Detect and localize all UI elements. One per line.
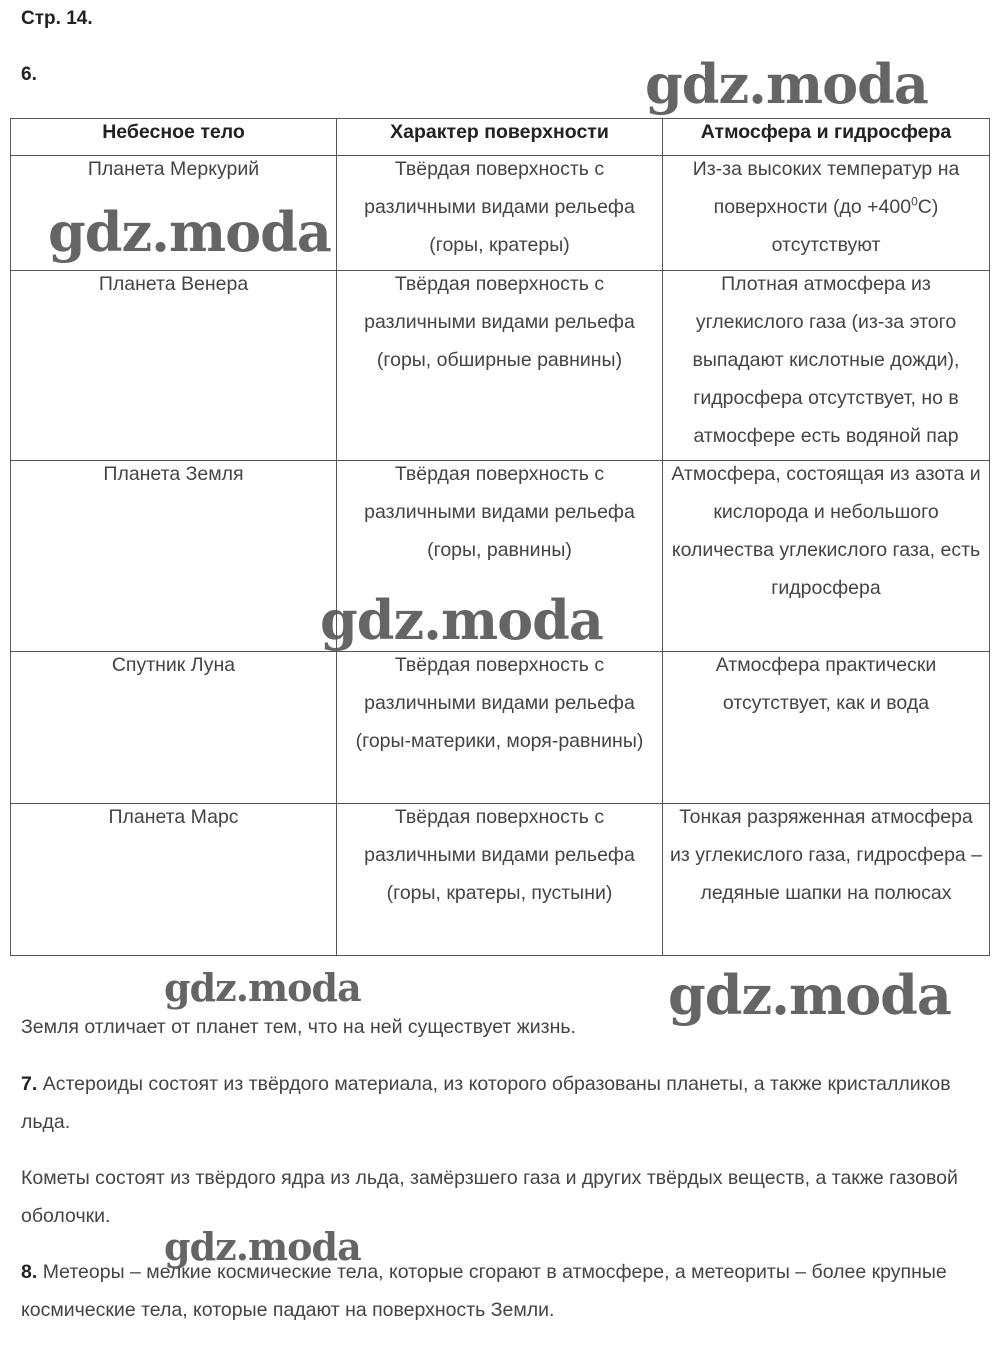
watermark-logo: gdz.moda: [164, 965, 361, 1010]
page-label: Стр. 14.: [21, 8, 93, 29]
table-cell-body: [11, 652, 337, 804]
earth-note-paragraph: Земля отличает от планет тем, что на ней существует жизнь.: [21, 1016, 576, 1038]
cell-text: Твёрдая поверхность с различными видами рельефа (горы, кратеры): [364, 158, 635, 256]
watermark-logo: gdz.moda: [320, 588, 603, 652]
table-cell-atmosphere: [663, 804, 990, 956]
table-cell-atmosphere: [663, 461, 990, 652]
table-cell-atmosphere: [663, 271, 990, 461]
cell-text: Атмосфера практически отсутствует, как и вода: [715, 654, 937, 714]
table-cell-surface: [337, 156, 663, 271]
watermark-logo: gdz.moda: [645, 52, 928, 116]
watermark-logo: gdz.moda: [164, 1224, 361, 1269]
table-cell-atmosphere: [663, 652, 990, 804]
degree-superscript: 0: [911, 194, 918, 209]
cell-text: Планета Венера: [98, 273, 249, 295]
table-cell-surface: [337, 461, 663, 652]
atmosphere-text-part: Из-за высоких температур на поверхности (до +400: [692, 158, 960, 218]
cell-text: [669, 150, 983, 264]
watermark-logo: gdz.moda: [668, 963, 951, 1027]
table-row: [11, 804, 990, 956]
table-cell-surface: [337, 804, 663, 956]
task-6-number: 6.: [21, 64, 37, 85]
cell-text: Плотная атмосфера из углекислого газа (из-за этого выпадают кислотные дожди), гидросфера отсутствует, но в атмосфере есть водяной пар: [692, 273, 960, 447]
cell-text: Атмосфера, состоящая из азота и кислорода и небольшого количества углекислого газа, есть гидросфера: [671, 463, 981, 599]
cell-text: Планета Меркурий: [87, 158, 260, 180]
table-cell-body: [11, 156, 337, 271]
table-row: [11, 156, 990, 271]
cell-text: Твёрдая поверхность с различными видами рельефа (горы-материки, моря-равнины): [355, 654, 644, 752]
task-7-text: Астероиды состоят из твёрдого материала, из которого образованы планеты, а также кристалликов льда.: [21, 1073, 951, 1133]
cell-text: Спутник Луна: [111, 654, 236, 676]
table-cell-surface: [337, 652, 663, 804]
task-7-paragraph: [21, 1065, 961, 1141]
task-7-number: 7.: [21, 1073, 38, 1095]
task-8-paragraph: [21, 1253, 961, 1329]
task-8-number: 8.: [21, 1261, 38, 1283]
table-row: [11, 652, 990, 804]
table-cell-surface: [337, 271, 663, 461]
cell-text: Твёрдая поверхность с различными видами рельефа (горы, равнины): [364, 463, 635, 561]
table-header-cell: Характер поверхности: [337, 119, 663, 156]
cell-text: Твёрдая поверхность с различными видами рельефа (горы, кратеры, пустыни): [364, 806, 635, 904]
table-row: [11, 271, 990, 461]
table-cell-body: [11, 804, 337, 956]
table-header-cell: Атмосфера и гидросфера: [663, 119, 990, 156]
watermark-logo: gdz.moda: [48, 200, 331, 264]
task-8-text: Метеоры – мелкие космические тела, которые сгорают в атмосфере, а метеориты – более крупные космические тела, которые падают на поверхность Земли.: [21, 1261, 947, 1321]
comets-paragraph: Кометы состоят из твёрдого ядра из льда, замёрзшего газа и других твёрдых веществ, а также газовой оболочки.: [21, 1167, 958, 1227]
table-cell-body: [11, 461, 337, 652]
table-header-cell: Небесное тело: [11, 119, 337, 156]
celestial-bodies-table: [10, 118, 990, 956]
table-row: [11, 461, 990, 652]
table-cell-body: [11, 271, 337, 461]
table-cell-atmosphere: [663, 156, 990, 271]
atmosphere-text-part: С) отсутствуют: [771, 196, 939, 256]
cell-text: Планета Марс: [108, 806, 239, 828]
cell-text: Твёрдая поверхность с различными видами рельефа (горы, обширные равнины): [364, 273, 635, 371]
cell-text: Тонкая разряженная атмосфера из углекислого газа, гидросфера – ледяные шапки на полюсах: [669, 806, 983, 904]
cell-text: Планета Земля: [103, 463, 244, 485]
